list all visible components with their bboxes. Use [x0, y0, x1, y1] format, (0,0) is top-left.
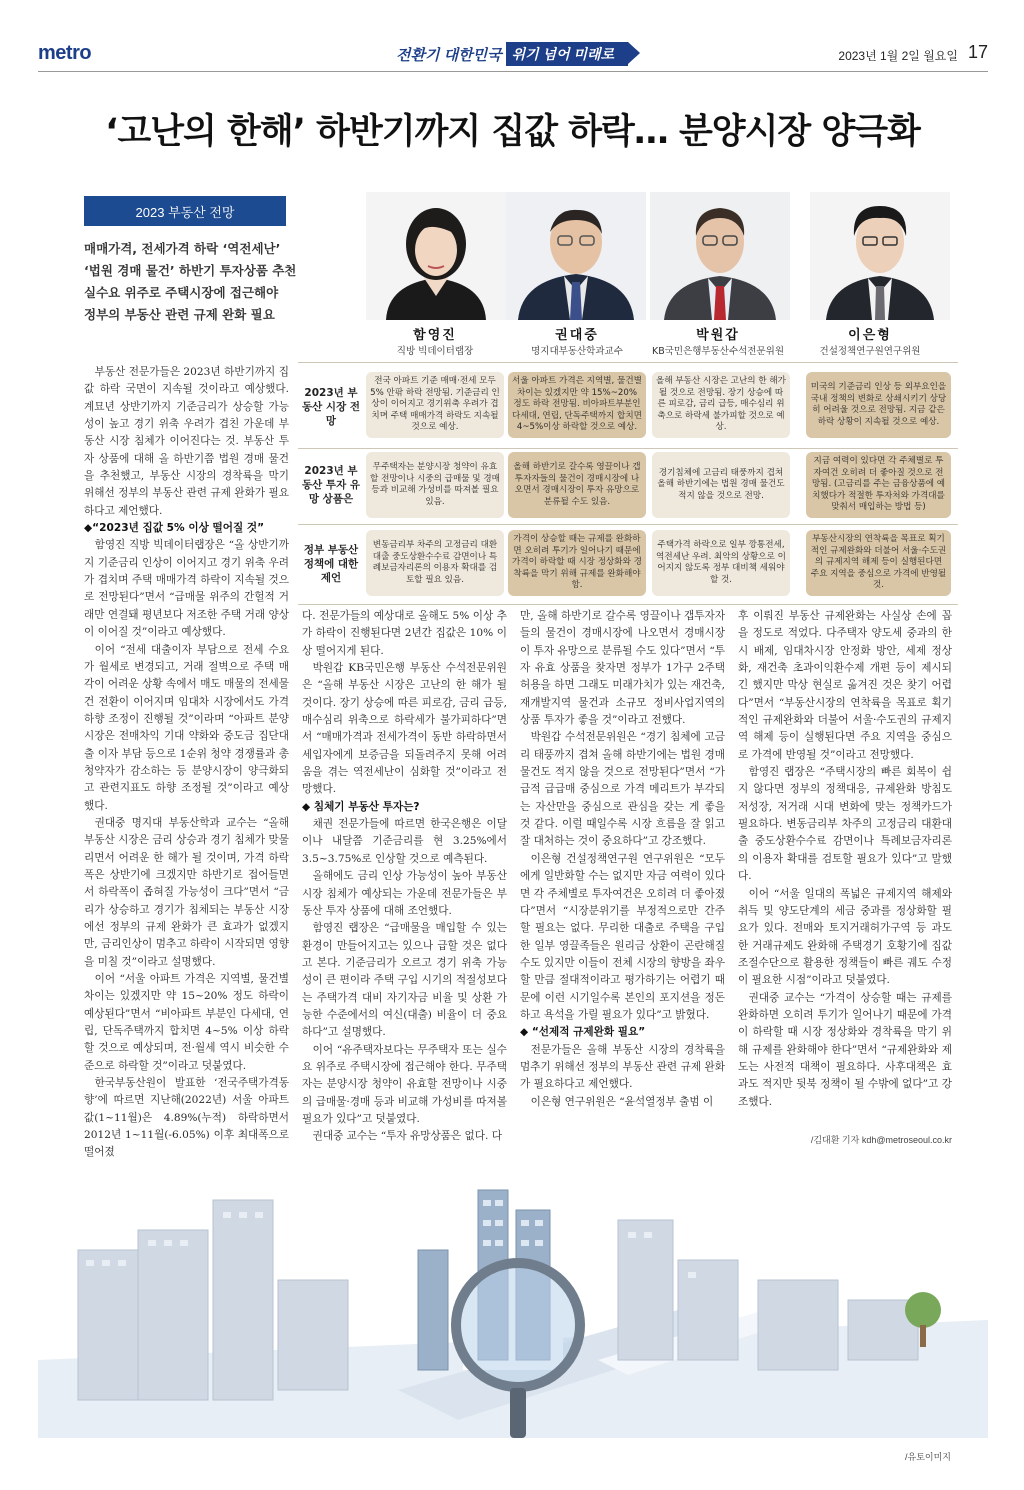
article-paragraph: 이은형 연구위원은 “윤석열정부 출범 이 — [530, 1095, 714, 1108]
table-rule — [298, 448, 958, 449]
portrait-4 — [810, 192, 950, 320]
article-paragraph: 전문가들은 올해 부동산 시장의 경착륙을 멈추기 위해선 정부의 부동산 관련 규제 완화가 필요하다고 제언했다. — [520, 1043, 725, 1091]
article-paragraph: 한국부동산원이 발표한 ‘전국주택가격동향’에 따르면 지난해(2022년) 서울 아파트값(1~11월)은 4.89%(누적) 하락하면서 2012년 1~11월(-6.05%) 이후 최대폭으로 떨어졌 — [84, 1077, 289, 1159]
masthead — [38, 40, 988, 72]
expert-name: 박원갑 — [696, 328, 740, 343]
article-paragraph: 함영진 직방 빅데이터랩장은 “올 상반기까지 기준금리 인상이 이어지고 경기 위축 우려가 겹치며 주택 매매가격 하락이 지속될 것으로 전망된다”면서 “급매물 위주의 간헐적 거래만 연결돼 평년보다 저조한 주택 거래 양상이 이어질 것”이라고 예상했다. — [84, 539, 289, 639]
row-label-outlook: 2023년 부동산 시장 전망 — [301, 387, 361, 427]
table-cell: 주택가격 하락으로 일부 깡통전세, 역전세난 우려. 최악의 상황으로 이어지지 않도록 정부 대비책 세워야 할 것. — [652, 530, 790, 596]
section-subhead: ◆ “선제적 규제완화 필요” — [520, 1026, 646, 1039]
article-paragraph: 권대중 교수는 “투자 유망상품은 없다. 다 — [312, 1130, 502, 1143]
expert-title: 직방 빅데이터랩장 — [396, 346, 474, 357]
issue-date: 2023년 1월 2일 월요일 — [838, 49, 958, 63]
table-cell: 지금 여력이 있다면 각 주체별로 투자여건 오히려 더 좋아질 것으로 전망됨. (고금리를 주는 금융상품에 예치했다가 적절한 투자처와 가격대를 맞춰서 매입하는 방법 등) — [806, 452, 951, 518]
article-paragraph: 박원갑 수석전문위원은 “경기 침체에 고금리 태풍까지 겹쳐 올해 하반기에는 법원 경매 물건도 적지 않을 것으로 전망된다”면서 “가급적 급급매 중심으로 가격 메리트가 부각되는 자산만을 중심으로 관심을 갖는 게 좋을 것 같다. 이럴 때일수록 시장 흐름을 잘 읽고 잘 대처하는 것이 중요하다”고 강조했다. — [520, 731, 725, 848]
table-rule — [298, 362, 958, 363]
section-subhead: ◆“2023년 집값 5% 이상 떨어질 것” — [84, 522, 265, 535]
article-paragraph: 이어 “전세 대출이자 부담으로 전세 수요가 월세로 변경되고, 거래 절벽으로 주택 매각이 어려운 상황 속에서 매도 매물의 전세물건 전환이 이어지며 임대차 시장에서도 가격 하향 조정이 진행될 것”이라며 “아파트 분양시장은 전매차익 기대 약화와 중도금 집단대출 이자 부담 등으로 1순위 청약 경쟁률과 총 청약자가 감소하는 등 분양시장이 양극화되고 관련지표도 하향 조정될 것”이라고 예상했다. — [84, 643, 289, 812]
article-paragraph: 함영진 랩장은 “주택시장의 빠른 회복이 쉽지 않다면 정부의 정책대응, 규제완화 방침도 저성장, 저거래 시대 변화에 맞는 정책카드가 필요하다. 변동금리부 차주의 고정금리 대환대출 중도상환수수료 감면이나 특례보금자리론의 이용자 확대를 검토할 필요가 있다”고 말했다. — [738, 766, 952, 883]
newspaper-logo: metro — [38, 42, 92, 64]
expert-name: 이은형 — [848, 328, 892, 343]
portrait-2 — [506, 192, 646, 320]
expert-name: 함영진 — [413, 328, 457, 343]
subhead-line: 실수요 위주로 주택시장에 접근해야 — [84, 285, 279, 300]
illustration-magnifier-apartments — [38, 1160, 988, 1438]
article-paragraph: 권대중 교수는 “가격이 상승할 때는 규제를 완화하면 오히려 투기가 일어나기 때문에 가격이 하락할 때 시장 정상화와 경착륙을 막기 위해 규제를 완화해야 한다”면서 “규제완화와 제도는 사전적 대책이 필요하다. 사후대책은 효과도 적지만 뒷북 정책이 될 수밖에 없다”고 강조했다. — [738, 991, 952, 1108]
expert-title: KB국민은행부동산수석전문위원 — [651, 346, 785, 357]
photo-credit: /유토이미지 — [905, 1452, 951, 1462]
article-paragraph: 다. 전문가들의 예상대로 올해도 5% 이상 추가 하락이 진행된다면 2년간 집값은 10% 이상 떨어지게 된다. — [302, 610, 507, 657]
article-paragraph: 박원갑 KB국민은행 부동산 수석전문위원은 “올해 부동산 시장은 고난의 한 해가 될 것이다. 장기 상승에 따른 피로감, 금리 급등, 매수심리 위축으로 하락세가 불가피하다”면서 “매매가격과 전세가격이 동반 하락하면서 세입자에게 보증금을 되돌려주지 못해 어려움을 겪는 역전세난이 심화할 것”이라고 전망했다. — [302, 662, 507, 796]
portrait-1 — [366, 192, 506, 320]
table-cell: 전국 아파트 기준 매매·전세 모두 5% 안팎 하락 전망됨. 기준금리 인상이 이어지고 경기위축 우려가 겹치며 주택 매매가격 하락도 지속될 것으로 예상. — [366, 372, 504, 438]
row-label-policy: 정부 부동산정책에 대한 제언 — [303, 544, 359, 584]
table-rule — [298, 524, 958, 525]
article-paragraph: 올해에도 금리 인상 가능성이 높아 부동산 시장 침체가 예상되는 가운데 전문가들은 부동산 투자 상품에 대해 조언했다. — [302, 870, 507, 917]
article-paragraph: 채권 전문가들에 따르면 한국은행은 이달이나 내달쯤 기준금리를 현 3.25%에서 3.5~3.75%로 인상할 것으로 예측된다. — [302, 818, 507, 865]
article-paragraph: 부동산 전문가들은 2023년 하반기까지 집값 하락 국면이 지속될 것이라고 예상했다. 계묘년 상반기까지 기준금리가 상승할 가능성이 높고 경기 위축 우려가 겹친 가운데 부동산 시장 침체가 이어진다는 것. 부동산 투자 상품에 대해 올 하반기쯤 법원 경매 물건을 추천했고, 부동산 시장의 경착륙을 막기 위해선 정부의 부동산 관련 규제 완화가 필요하다고 제언했다. — [84, 366, 289, 517]
article-paragraph: 이어 “유주택자보다는 무주택자 또는 실수요 위주로 주택시장에 접근해야 한다. 무주택자는 분양시장 청약이 유효할 전망이나 시중의 급매물·경매 등과 비교해 가성비를 따져볼 필요가 있다”고 덧붙였다. — [302, 1043, 507, 1125]
article-paragraph: 이어 “서울 일대의 폭넓은 규제지역 해제와 취득 및 양도단계의 세금 중과를 정상화할 필요가 있다. 전매와 토지거래허가구역 등 과도한 거래규제도 완화해 주택경기 호황기에 집값 조절수단으로 활용한 정책들이 빠른 궤도 수정이 필요한 시점”이라고 덧붙였다. — [738, 887, 952, 987]
article-column-1 — [84, 364, 289, 1159]
section-subhead: ◆ 침체기 부동산 투자는? — [302, 800, 420, 813]
article-column-4 — [738, 608, 952, 1130]
table-cell: 서울 아파트 가격은 지역별, 물건별 차이는 있겠지만 약 15%~20% 정도 하락 전망됨. 비아파트부분인 다세대, 연립, 단독주택까지 합치면 4~5%이상 하락할 것으로 예상. — [508, 372, 646, 438]
subhead-line: 매매가격, 전세가격 하락 ‘역전세난’ — [84, 241, 281, 256]
section-badge: 2023 부동산 전망 — [84, 196, 286, 226]
portrait-3 — [650, 192, 790, 320]
table-cell: 무주택자는 분양시장 청약이 유효할 전망이나 시중의 급매물 및 경매 등과 비교해 가성비를 따져볼 필요 있음. — [366, 452, 504, 518]
series-banner — [396, 43, 628, 65]
subhead-line: 정부의 부동산 관련 규제 완화 필요 — [84, 307, 275, 322]
byline: /김대환 기자 kdh@metroseoul.co.kr — [810, 1135, 952, 1145]
table-rule — [298, 604, 958, 605]
article-paragraph: 이어 “서울 아파트 가격은 지역별, 물건별 차이는 있겠지만 약 15~20% 정도 하락이 예상된다”면서 “비아파트 부분인 다세대, 연립, 단독주택까지 합치면 4~5% 이상 하락할 것으로 예상되며, 전·월세 역시 비슷한 수준으로 하락할 것”이라고 덧붙였다. — [84, 973, 289, 1072]
expert-title: 건설정책연구원연구위원 — [819, 346, 921, 357]
article-paragraph: 후 이뤄진 부동산 규제완화는 사실상 손에 꼽을 정도로 적었다. 다주택자 양도세 중과의 한시 배제, 임대차시장 안정화 방안, 세제 정상화, 재건축 초과이익환수제 개편 등이 제시되긴 했지만 막상 현실로 옮겨진 것은 찾기 어렵다”면서 “부동산시장의 연착륙을 목표로 획기적인 규제완화와 더불어 서울·수도권의 규제지역 해제 등이 실행된다면 주요 지역을 중심으로 가격에 반영될 것”이라고 전망했다. — [738, 610, 952, 761]
article-column-3 — [520, 608, 725, 1150]
series-title-a: 전환기 대한민국 — [396, 46, 502, 64]
table-cell: 올해 하반기로 갈수록 영끌이나 갭투자자들의 물건이 경매시장에 나오면서 경매시장이 투자 유망으로 분류될 수도 있음. — [508, 452, 646, 518]
article-column-2 — [302, 608, 507, 1150]
subhead-line: ‘법원 경매 물건’ 하반기 투자상품 추천 — [84, 263, 297, 278]
table-cell: 부동산시장의 연착륙을 목표로 획기적인 규제완화와 더불어 서울·수도권의 규제지역 해제 등이 실행된다면 주요 지역을 중심으로 가격에 반영될 것. — [806, 530, 951, 596]
table-cell: 경기침체에 고금리 태풍까지 겹쳐 올해 하반기에는 법원 경매 물건도 적지 않을 것으로 전망. — [652, 452, 790, 518]
page-number: 17 — [967, 42, 988, 62]
series-title-b: 위기 넘어 미래로 — [506, 42, 628, 66]
table-cell: 가격이 상승할 때는 규제를 완화하면 오히려 투기가 일어나기 때문에 가격이 하락할 때 시장 정상화와 경착륙을 막기 위해 규제를 완화해야 함. — [508, 530, 646, 596]
expert-name: 권대중 — [555, 328, 599, 343]
article-paragraph: 이은형 건설정책연구원 연구위원은 “모두에게 일반화할 수는 없지만 자금 여력이 있다면 각 주체별로 투자여건은 오히려 더 좋아졌다”면서 “시장분위기를 부정적으로만 간주할 필요는 없다. 무리한 대출로 주택을 구입한 일부 영끌족들은 원리금 상환이 곤란해질 수도 있지만 이들이 전체 시장의 향방을 좌우할 만큼 절대적이라고 평가하기는 어렵기 때문에 이런 시기일수록 본인의 포지션을 정돈하고 욕석을 가릴 필요가 있다”고 밝혔다. — [520, 852, 725, 1021]
expert-title: 명지대부동산학과교수 — [531, 346, 623, 357]
table-cell: 미국의 기준금리 인상 등 외부요인을 국내 정책의 변화로 상쇄시키기 상당히 어려울 것으로 전망됨. 지금 같은 하락 상황이 지속될 것으로 예상. — [806, 372, 951, 438]
subheads — [84, 238, 304, 326]
headline: ‘고난의 한해’ 하반기까지 집값 하락… 분양시장 양극화 — [105, 112, 920, 152]
article-paragraph: 만, 올해 하반기로 갈수록 영끌이나 갭투자자들의 물건이 경매시장에 나오면서 경매시장이 투자 유망으로 분류될 수도 있다”면서 “투자 유효 상품을 찾자면 정부가 1가구 2주택 허용을 하면 그래도 미래가치가 있는 재건축, 재개발지역 물건과 소규모 정비사업지역의 상품 투자가 좋을 것”이라고 전했다. — [520, 610, 726, 727]
article-paragraph: 함영진 랩장은 “급매물을 매입할 수 있는 환경이 만들어지고는 있으나 급할 것은 없다고 본다. 기준금리가 오르고 경기 위축 가능성이 큰 편이라 주택 구입 시기의 적절성보다는 주택가격 대비 자기자금 비율 및 상환 가능한 수준에서의 여신(대출) 비율이 더 중요하다”고 설명했다. — [302, 922, 507, 1039]
table-cell: 올해 부동산 시장은 고난의 한 해가 될 것으로 전망됨. 장기 상승에 따른 피로감, 금리 급등, 매수심리 위축으로 하락세 불가피할 것으로 예상. — [652, 372, 790, 438]
row-label-investment: 2023년 부동산 투자 유망 상품은 — [301, 465, 361, 505]
table-cell: 변동금리부 차주의 고정금리 대환대출 중도상환수수료 감면이나 특례보금자리론의 이용자 확대를 검토할 필요 있음. — [366, 530, 504, 596]
article-paragraph: 권대중 명지대 부동산학과 교수는 “올해 부동산 시장은 금리 상승과 경기 침체가 맞물리면서 어려운 한 해가 될 것이며, 가격 하락폭은 상반기에 크겠지만 하반기로 접어들면서 하락폭이 좁혀질 가능성이 크다”면서 “금리가 상승하고 경기가 침체되는 부동산 시장에선 정부의 규제 완화가 큰 효과가 없겠지만, 금리인상이 멈추고 하락이 시작되면 영향을 미칠 것”이라고 설명했다. — [84, 816, 289, 968]
